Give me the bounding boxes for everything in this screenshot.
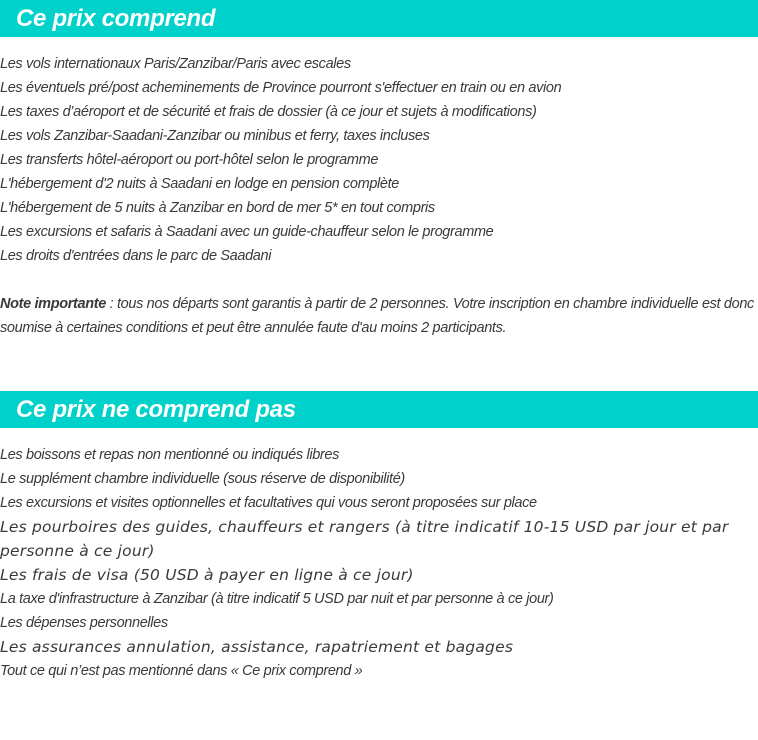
included-section-title: Ce prix comprend <box>16 4 216 32</box>
list-item: Les transferts hôtel-aéroport ou port-hôtel selon le programme <box>0 152 379 168</box>
excluded-section-title: Ce prix ne comprend pas <box>16 395 296 423</box>
list-item: Les excursions et visites optionnelles et facultatives qui vous seront proposées sur place <box>0 495 537 511</box>
included-section-header <box>0 0 758 37</box>
excluded-list <box>0 443 758 683</box>
list-item: Les boissons et repas non mentionné ou indiqués libres <box>0 447 339 463</box>
included-list <box>0 52 758 268</box>
list-item: Le supplément chambre individuelle (sous réserve de disponibilité) <box>0 471 405 487</box>
list-item: Les vols internationaux Paris/Zanzibar/Paris avec escales <box>0 56 351 72</box>
note-label: Note importante <box>0 296 106 312</box>
list-item: L'hébergement de 5 nuits à Zanzibar en bord de mer 5* en tout compris <box>0 200 435 216</box>
list-item: Les frais de visa (50 USD à payer en ligne à ce jour) <box>0 566 414 584</box>
list-item: Tout ce qui n’est pas mentionné dans « Ce prix comprend » <box>0 663 363 679</box>
list-item: Les éventuels pré/post acheminements de Province pourront s'effectuer en train ou en avion <box>0 80 562 96</box>
list-item: Les pourboires des guides, chauffeurs et rangers (à titre indicatif 10-15 USD par jour et par personne à ce jour) <box>0 518 729 560</box>
list-item: Les excursions et safaris à Saadani avec un guide-chauffeur selon le programme <box>0 224 494 240</box>
list-item: Les dépenses personnelles <box>0 615 168 631</box>
important-note <box>0 292 758 340</box>
list-item: Les vols Zanzibar-Saadani-Zanzibar ou minibus et ferry, taxes incluses <box>0 128 430 144</box>
list-item: L'hébergement d'2 nuits à Saadani en lodge en pension complète <box>0 176 400 192</box>
list-item: Les droits d'entrées dans le parc de Saadani <box>0 248 272 264</box>
list-item: Les taxes d’aéroport et de sécurité et frais de dossier (à ce jour et sujets à modifications) <box>0 104 537 120</box>
list-item: La taxe d'infrastructure à Zanzibar (à titre indicatif 5 USD par nuit et par personne à ce jour) <box>0 591 554 607</box>
excluded-section-header <box>0 391 758 428</box>
list-item: Les assurances annulation, assistance, rapatriement et bagages <box>0 638 514 656</box>
note-text: : tous nos départs sont garantis à partir de 2 personnes. Votre inscription en chambre individuelle est donc soumise à certaines conditions et peut être annulée faute d'au moins 2 participants. <box>0 296 754 336</box>
